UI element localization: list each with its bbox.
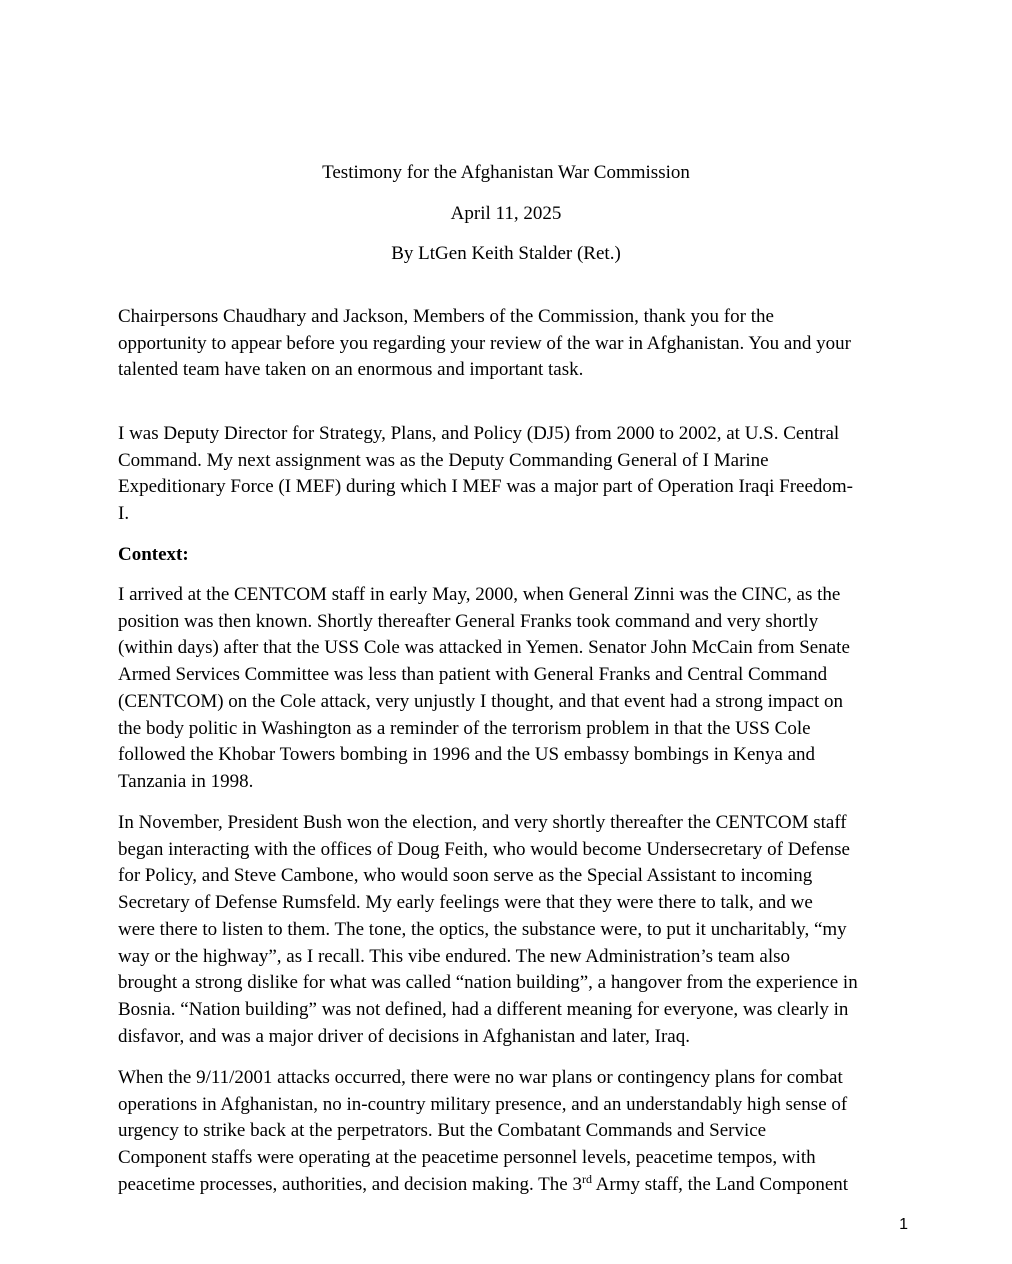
text-line: the body politic in Washington as a reminder of the terrorism problem in that the USS Cole <box>118 717 811 739</box>
text-line: I was Deputy Director for Strategy, Plans, and Policy (DJ5) from 2000 to 2002, at U.S. Central <box>118 423 840 444</box>
text-line: (within days) after that the USS Cole was attacked in Yemen. Senator John McCain from Senate <box>118 637 850 659</box>
text-line: I arrived at the CENTCOM staff in early May, 2000, when General Zinni was the CINC, as the <box>118 584 841 605</box>
text-line: urgency to strike back at the perpetrators. But the Combatant Commands and Service <box>118 1120 767 1142</box>
paragraph-september-attacks <box>118 1065 918 1199</box>
text-line: disfavor, and was a major driver of decisions in Afghanistan and later, Iraq. <box>118 1025 690 1047</box>
ordinal-superscript: rd <box>581 1171 592 1186</box>
text-line: opportunity to appear before you regarding your review of the war in Afghanistan. You and your <box>118 332 851 354</box>
text-line: Secretary of Defense Rumsfeld. My early feelings were that they were there to talk, and we <box>118 892 813 914</box>
text-line: Tanzania in 1998. <box>118 770 254 792</box>
text-line-with-superscript <box>118 1172 918 1199</box>
text-line: Armed Services Committee was less than patient with General Franks and Central Command <box>118 664 828 686</box>
text-line: brought a strong dislike for what was called “nation building”, a hangover from the experience in <box>118 972 858 994</box>
text-line: operations in Afghanistan, no in-country military presence, and an understandably high sense of <box>118 1093 848 1115</box>
document-title: Testimony for the Afghanistan War Commission <box>322 162 690 183</box>
text-line-head: peacetime processes, authorities, and decision making. The 3 <box>118 1173 582 1195</box>
paragraph-election <box>118 810 918 1050</box>
text-line: I. <box>118 503 130 525</box>
document-date: April 11, 2025 <box>450 203 562 224</box>
text-line: were there to listen to them. The tone, the optics, the substance were, to put it uncharitably, “my <box>118 918 847 940</box>
text-line: talented team have taken on an enormous and important task. <box>118 359 584 381</box>
paragraph-background <box>118 421 918 528</box>
text-line: Chairpersons Chaudhary and Jackson, Members of the Commission, thank you for the <box>118 306 774 327</box>
paragraph-opening <box>118 304 918 384</box>
text-line: In November, President Bush won the election, and very shortly thereafter the CENTCOM staff <box>118 812 847 833</box>
text-line: for Policy, and Steve Cambone, who would soon serve as the Special Assistant to incoming <box>118 865 813 887</box>
page-number: 1 <box>899 1216 908 1233</box>
text-line: began interacting with the offices of Doug Feith, who would become Undersecretary of Defense <box>118 838 850 860</box>
text-line: way or the highway”, as I recall. This vibe endured. The new Administration’s team also <box>118 945 791 967</box>
paragraph-arrival <box>118 582 918 796</box>
text-line: When the 9/11/2001 attacks occurred, there were no war plans or contingency plans for combat <box>118 1067 843 1088</box>
text-line: Command. My next assignment was as the Deputy Commanding General of I Marine <box>118 449 769 471</box>
text-line: followed the Khobar Towers bombing in 1996 and the US embassy bombings in Kenya and <box>118 744 815 766</box>
text-line: Component staffs were operating at the peacetime personnel levels, peacetime tempos, with <box>118 1147 816 1169</box>
text-line: (CENTCOM) on the Cole attack, very unjustly I thought, and that event had a strong impact on <box>118 690 844 712</box>
text-line: Bosnia. “Nation building” was not defined, had a different meaning for everyone, was clearly in <box>118 998 849 1020</box>
text-line-tail: Army staff, the Land Component <box>591 1173 849 1195</box>
section-heading-context: Context: <box>118 544 189 565</box>
text-line: position was then known. Shortly thereafter General Franks took command and very shortly <box>118 610 819 632</box>
text-line: Expeditionary Force (I MEF) during which I MEF was a major part of Operation Iraqi Freedom- <box>118 476 853 498</box>
document-byline: By LtGen Keith Stalder (Ret.) <box>391 243 621 264</box>
